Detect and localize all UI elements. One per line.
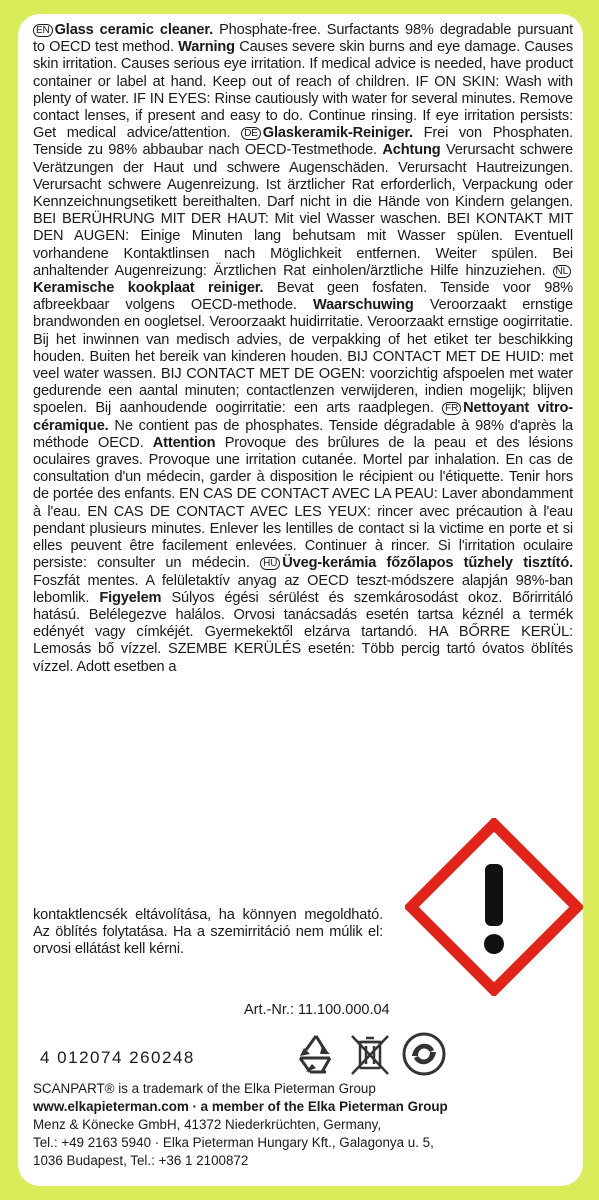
green-dot-icon	[400, 1030, 448, 1078]
footer-website: www.elkapieterman.com · a member of the Elka Pieterman Group	[33, 1099, 448, 1114]
footer-address-3: 1036 Budapest, Tel.: +36 1 2100872	[33, 1153, 249, 1168]
intro-nl: Bevat geen fosfaten. Tenside voor 98% afbreekbaar volgens OECD-methode.	[33, 280, 573, 314]
product-name-hu: Üveg-kerámia főzőlapos tűzhely tisztító.	[282, 555, 573, 572]
language-badge-de: DE	[241, 127, 261, 140]
recycle-icon	[292, 1030, 340, 1078]
hazards-de: Verursacht schwere Verätzungen der Haut und schwere Augenschäden. Verursacht Hautreizungen. Verursacht schwere Augenreizung. Ist ärztlicher Rat erforderlich, Verpackung oder Kennzeichnungsetikett bereithalten. Darf nicht in die Hände von Kindern gelangen. BEI BERÜHRUNG MIT DER HAUT: Mit viel Wasser waschen. BEI KONTAKT MIT DEN AUGEN: Einige Minuten lang behutsam mit Wasser spülen. Eventuell vorhandene Kontaktlinsen nach Möglichkeit entfernen. Weiter spülen. Bei anhaltender Augenreizung: Ärztlichen Rat einholen/ärztliche Hilfe hinzuziehen.	[33, 142, 573, 279]
hazards-fr: Provoque des brûlures de la peau et des lésions oculaires graves. Provoque une irritation cutanée. Mortel par inhalation. En cas de consultation d'un médecin, garder à disposition le récipient ou l'étiquette. Tenir hors de portée des enfants. EN CAS DE CONTACT AVEC LA PEAU: Laver abondamment à l'eau. EN CAS DE CONTACT AVEC LES YEUX: rincer avec précaution à l'eau pendant plusieurs minutes. Enlever les lentilles de contact si la victime en porte et si elles peuvent être facilement enlevées. Continuer à rincer. Si l'irritation oculaire persiste: consulter un médecin.	[33, 434, 573, 572]
intro-hu: Foszfát mentes. A felületaktív anyag az OECD teszt-módszere alapján 98%-ban lebomlik.	[33, 572, 573, 606]
hazards-hu: Súlyos égési sérülést és szemkárosodást okoz. Bőrirritáló hatású. Belélegezve halálos. Orvosi tanácsadás esetén tartsa kéznél a termék edényét vagy címkéjét. Gyermekektől elzárva tartandó. HA BŐRRE KERÜL: Lemosás bő vízzel. SZEMBE KERÜLÉS esetén: Több percig tartó óvatos öblítés vízzel. Adott esetben a	[33, 589, 574, 675]
product-name-en: Glass ceramic cleaner.	[54, 22, 214, 38]
barcode-digits: 4 012074 260248	[40, 1048, 195, 1067]
intro-en: Phosphate-free. Surfactants 98% degradable pursuant to OECD test method.	[33, 22, 574, 56]
footer-trademark: SCANPART® is a trademark of the Elka Pieterman Group	[33, 1081, 376, 1096]
signal-word-en: Warning	[178, 39, 235, 56]
language-badge-hu: HU	[260, 557, 280, 570]
language-badge-en: EN	[33, 24, 53, 37]
hazards-nl: Veroorzaakt ernstige brandwonden en oogletsel. Veroorzaakt huidirritatie. Veroorzaakt ernstige oogirritatie. Bij het inwinnen van medisch advies, de verpakking of het etiket ter beschikking houden. Buiten het bereik van kinderen houden. BIJ CONTACT MET DE HUID: met veel water wassen. BIJ CONTACT MET DE OGEN: voorzichtig afspoelen met water gedurende een aantal minuten; contactlenzen verwijderen, indien mogelijk; blijven spoelen. Bij aanhoudende oogirritatie: een arts raadplegen.	[33, 297, 573, 417]
signal-word-nl: Waarschuwing	[313, 297, 414, 314]
article-number: Art.-Nr.: 11.100.000.04	[244, 1002, 390, 1018]
product-name-nl: Keramische kookplaat reiniger.	[33, 280, 264, 297]
intro-de: Frei von Phosphaten. Tenside zu 98% abbaubar nach OECD-Testmethode.	[33, 125, 573, 159]
ghs-corrosion-pictogram-icon	[405, 818, 583, 996]
signal-word-hu: Figyelem	[99, 589, 162, 606]
hazards-en: Causes severe skin burns and eye damage. Causes skin irritation. Causes serious eye irritation. If medical advice is needed, have product container or label at hand. Keep out of reach of children. IF ON SKIN: Wash with plenty of water. IF IN EYES: Rinse cautiously with water for several minutes. Remove contact lenses, if present and easy to do. Continue rinsing. If eye irritation persists: Get medical advice/attention.	[33, 39, 573, 142]
signal-word-fr: Attention	[152, 434, 216, 451]
hazards-hu-continued: kontaktlencsék eltávolítása, ha könnyen megoldható. Az öblítés folytatása. Ha a szemirritáció nem múlik el: orvosi ellátást kell kérni.	[33, 907, 383, 958]
footer-address-2: Tel.: +49 2163 5940 · Elka Pieterman Hungary Kft., Galagonya u. 5,	[33, 1135, 434, 1150]
multilingual-text-block	[33, 22, 573, 676]
signal-word-de: Achtung	[382, 142, 441, 159]
crossed-out-bin-icon	[346, 1030, 394, 1078]
product-name-fr: Nettoyant vitro-céramique.	[33, 400, 574, 434]
language-badge-fr: FR	[442, 402, 461, 415]
language-badge-nl: NL	[553, 265, 571, 278]
product-name-de: Glaskeramik-Reiniger.	[262, 125, 413, 142]
intro-fr: Ne contient pas de phosphates. Tenside dégradable à 98% d'après la méthode OECD.	[33, 417, 573, 451]
hazards-hu-continued-block	[33, 907, 383, 959]
footer-address-1: Menz & Könecke GmbH, 41372 Niederkrüchten, Germany,	[33, 1117, 382, 1132]
footer	[33, 1080, 573, 1170]
